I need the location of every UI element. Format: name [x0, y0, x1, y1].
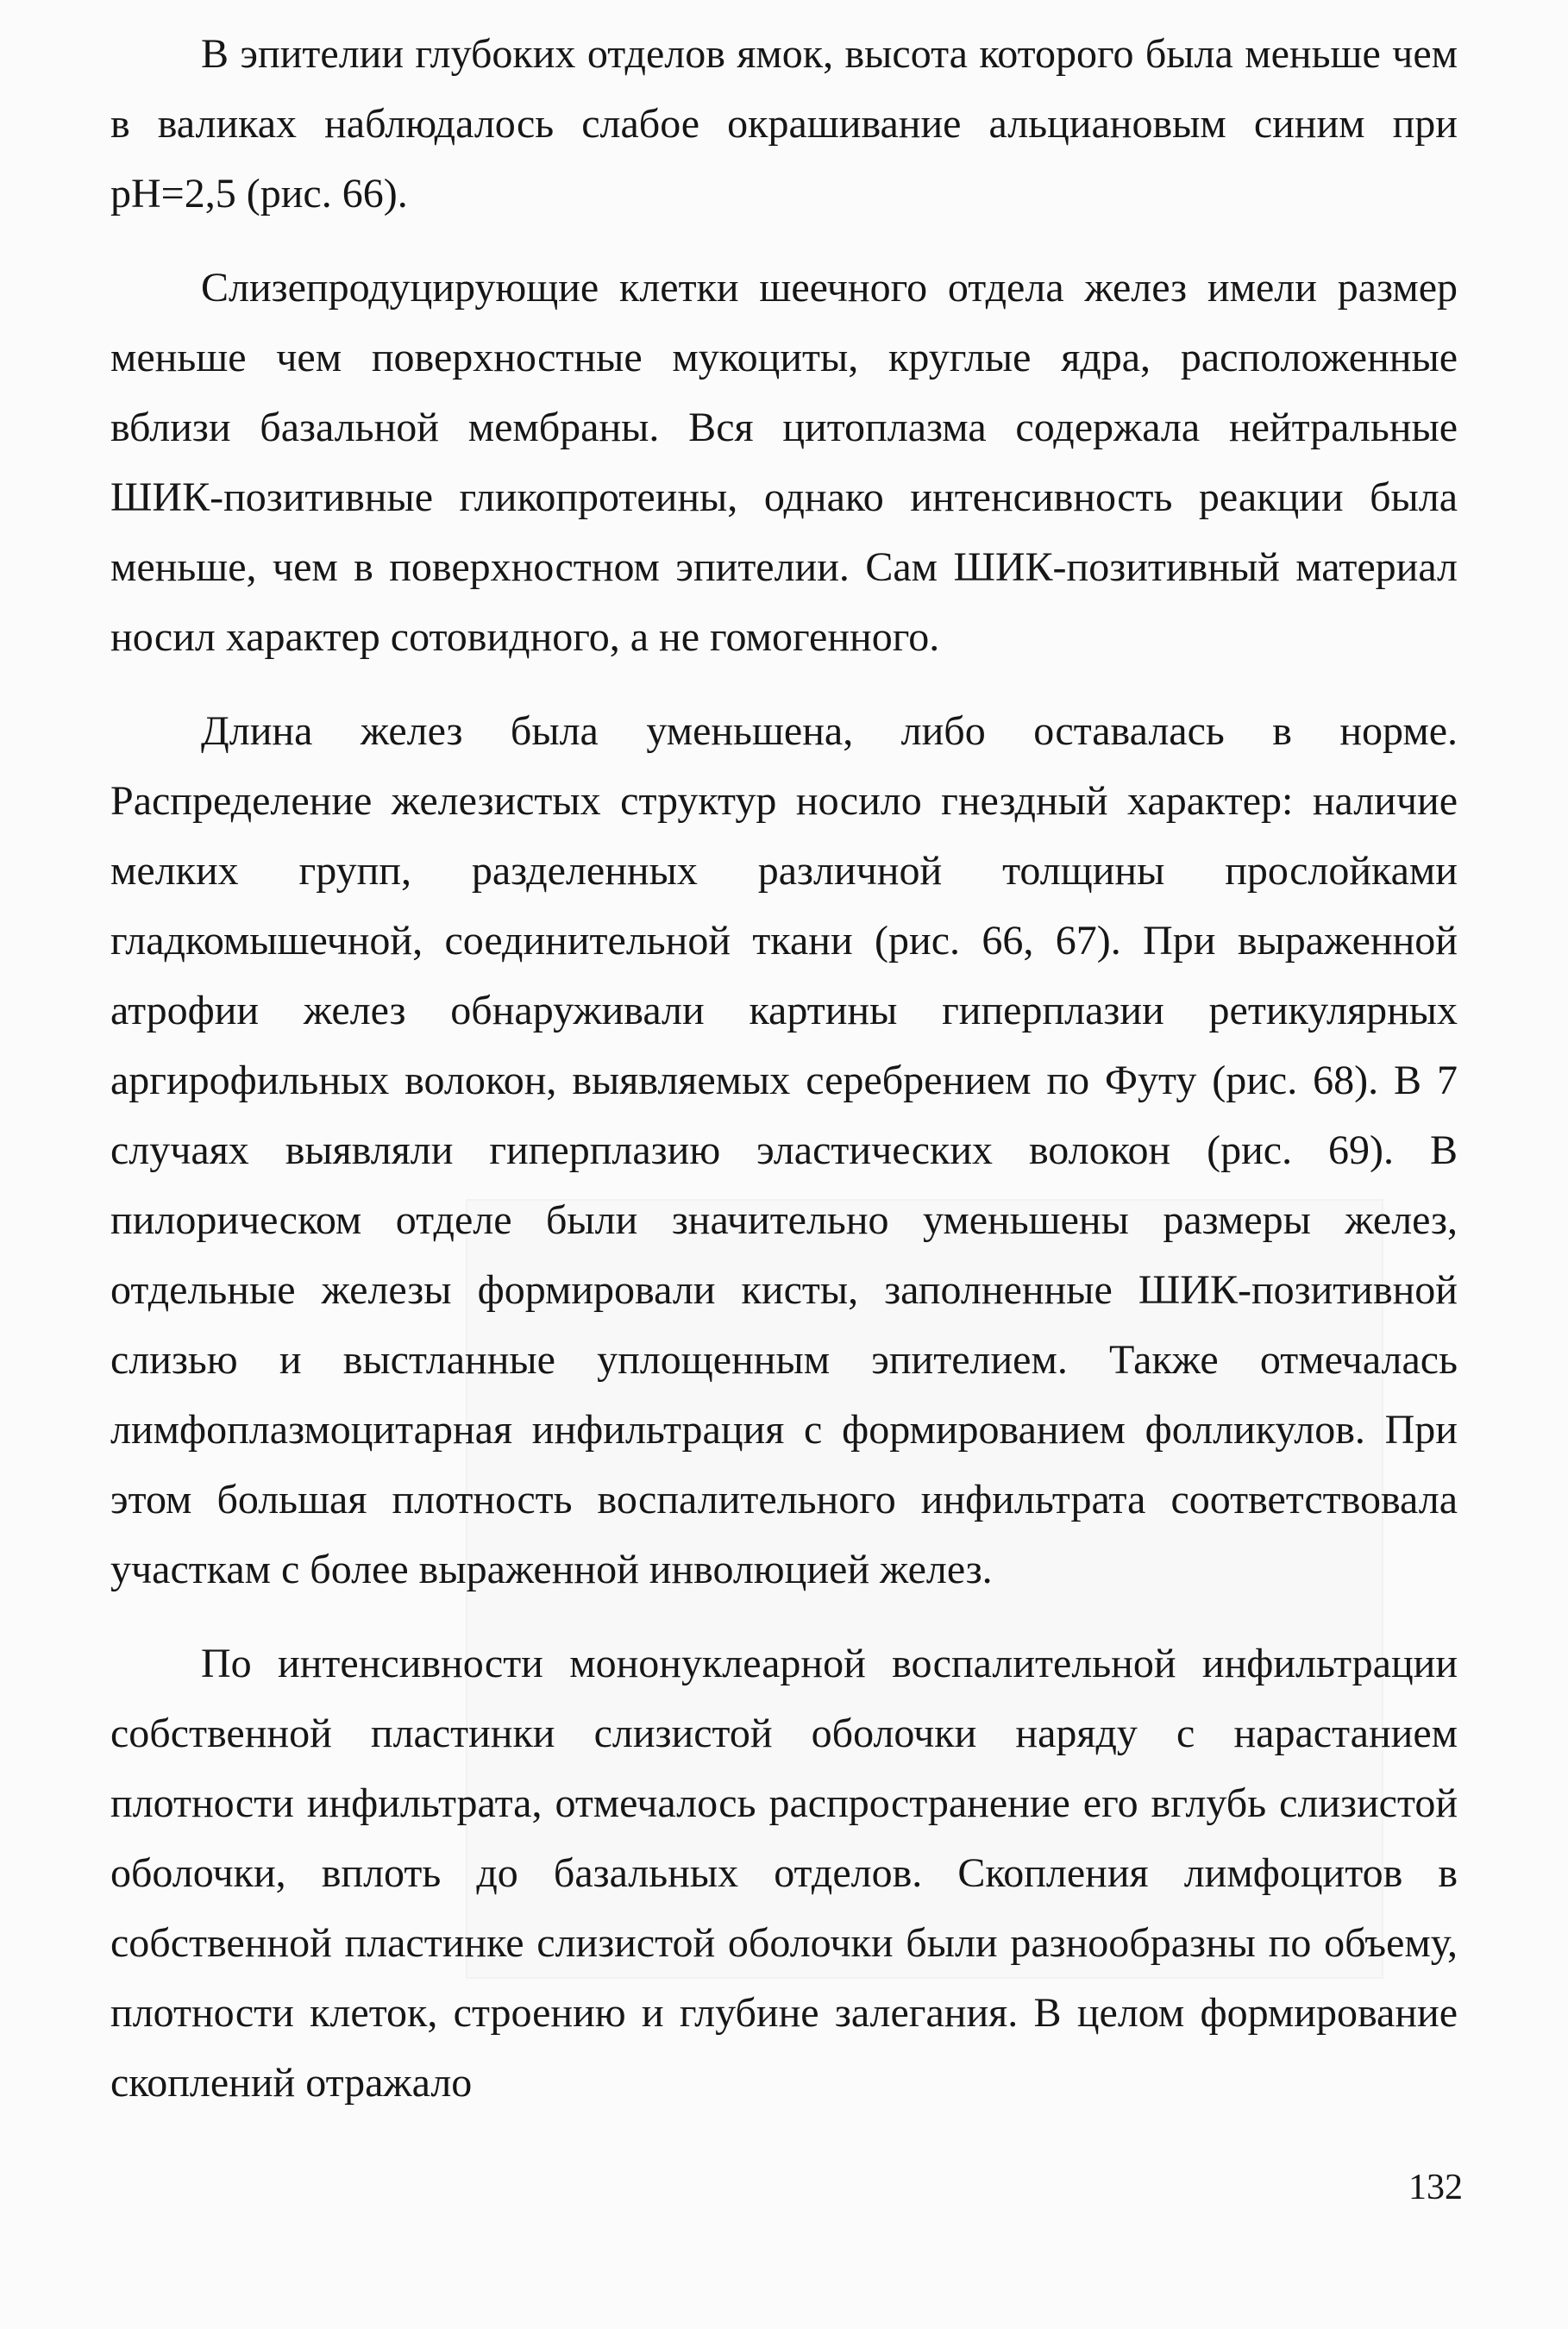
- paragraph-2: Слизепродуцирующие клетки шеечного отдела желез имели размер меньше чем поверхностные мукоциты, круглые ядра, расположенные вблизи базальной мембраны. Вся цитоплазма содержала нейтральные ШИК-позитивные гликопротеины, однако интенсивность реакции была меньше, чем в поверхностном эпителии. Сам ШИК-позитивный материал носил характер сотовидного, а не гомогенного.: [110, 265, 1458, 660]
- paragraph-4: По интенсивности мононуклеарной воспалительной инфильтрации собственной пластинки слизистой оболочки наряду с нарастанием плотности инфильтрата, отмечалось распространение его вглубь слизистой оболочки, вплоть до базальных отделов. Скопления лимфоцитов в собственной пластинке слизистой оболочки были разнообразны по объему, плотности клеток, строению и глубине залегания. В целом формирование скоплений отражало: [110, 1641, 1458, 2106]
- paragraph-1: В эпителии глубоких отделов ямок, высота которого была меньше чем в валиках наблюдалось слабое окрашивание альциановым синим при pH=2,5 (рис. 66).: [110, 31, 1458, 217]
- body-text: [110, 19, 1458, 2118]
- page-number: 132: [1408, 2168, 1463, 2207]
- paragraph-3: Длина желез была уменьшена, либо оставалась в норме. Распределение железистых структур носило гнездный характер: наличие мелких групп, разделенных различной толщины прослойками гладкомышечной, соединительной ткани (рис. 66, 67). При выраженной атрофии желез обнаруживали картины гиперплазии ретикулярных аргирофильных волокон, выявляемых серебрением по Футу (рис. 68). В 7 случаях выявляли гиперплазию эластических волокон (рис. 69). В пилорическом отделе были значительно уменьшены размеры желез, отдельные железы формировали кисты, заполненные ШИК-позитивной слизью и выстланные уплощенным эпителием. Также отмечалась лимфоплазмоцитарная инфильтрация с формированием фолликулов. При этом большая плотность воспалительного инфильтрата соответствовала участкам с более выраженной инволюцией желез.: [110, 708, 1458, 1592]
